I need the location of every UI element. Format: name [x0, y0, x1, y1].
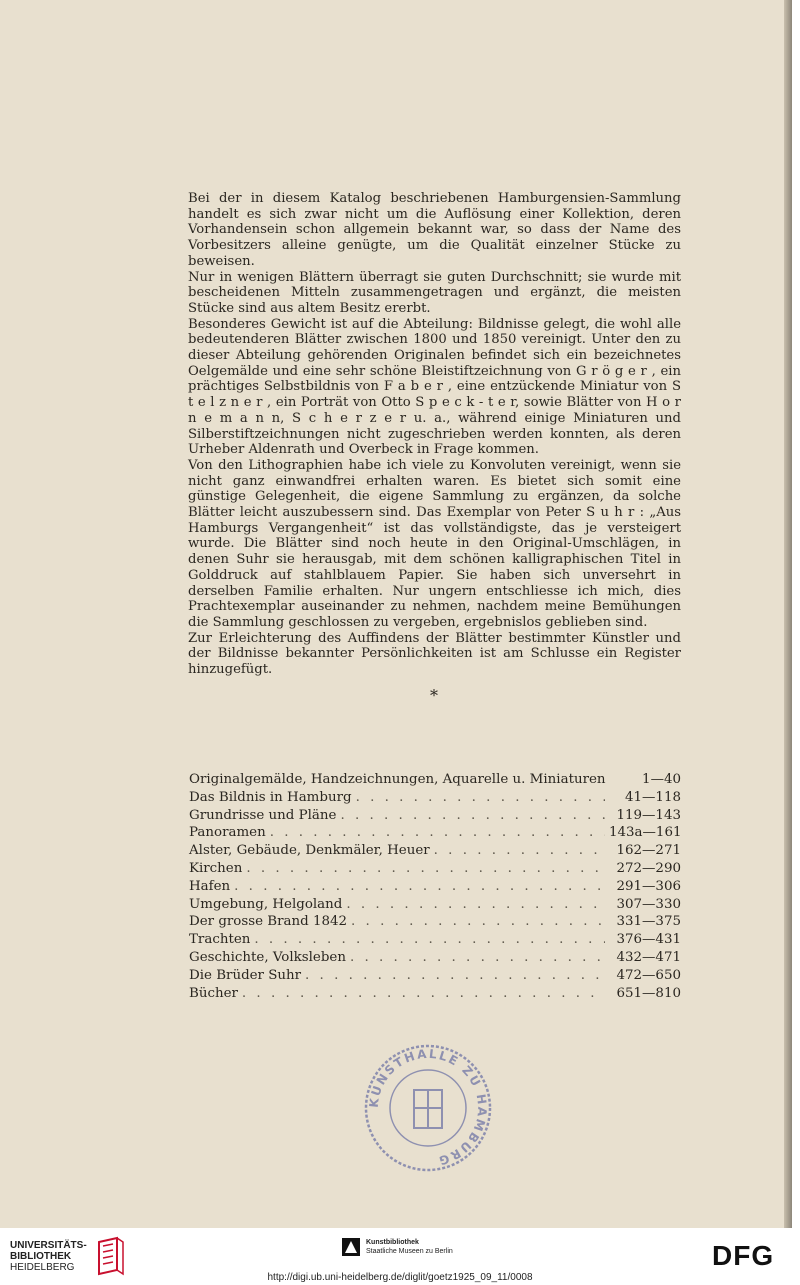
separator-star: * [430, 686, 438, 705]
toc-leader-dots [356, 790, 605, 805]
toc-entry-title: Geschichte, Volksleben [189, 949, 346, 965]
toc-entry-range: 143a—161 [609, 825, 682, 841]
intro-paragraph: Nur in wenigen Blättern überragt sie guten Durchschnitt; sie wurde mit bescheidenen Mitteln zusammengetragen und ergänzt, die meisten Stücke sind aus altem Besitz ererbt. [188, 269, 681, 316]
toc-entry-title: Grundrisse und Pläne [189, 807, 337, 823]
ub-heidelberg-logo[interactable] [10, 1236, 125, 1276]
ub-line: UNIVERSITÄTS- [10, 1239, 87, 1251]
toc-entry-range: 119—143 [616, 807, 681, 823]
toc-entry [189, 808, 681, 826]
toc-entry-title: Die Brüder Suhr [189, 967, 302, 983]
toc-entry-title: Kirchen [189, 860, 243, 876]
dfg-logo[interactable]: DFG [712, 1240, 775, 1271]
intro-paragraph: Von den Lithographien habe ich viele zu Konvoluten vereinigt, wenn sie nicht ganz einwandfrei erhalten waren. Es bietet sich somit eine günstige Gelegenheit, die eigene Sammlung zu ergänzen, da solche Blätter leicht auszubessern sind. Das Exemplar von Peter S u h r : „Aus Hamburgs Vergangenheit“ ist das vollständigste, das je versteigert wurde. Die Blätter sind noch heute in den Original-Umschlägen, in denen Suhr sie herausgab, mit dem schönen kalligraphischen Titel in Golddruck auf stahlblauem Papier. Sie haben sich unversehrt in derselben Familie erhalten. Nur ungern entschliesse ich mich, dies Prachtexemplar auseinander zu nehmen, nachdem meine Bemühungen die Sammlung geschlossen zu vergeben, ergebnislos geblieben sind. [188, 457, 681, 630]
stamp-text: KUNSTHALLE ZU HAMBURG [366, 1046, 490, 1169]
toc-entry [189, 968, 681, 986]
toc-leader-dots [346, 897, 605, 912]
toc-entry-title: Alster, Gebäude, Denkmäler, Heuer [189, 843, 430, 859]
toc-leader-dots [254, 932, 605, 947]
library-stamp [362, 1042, 494, 1174]
toc-leader-dots [305, 968, 605, 983]
toc-entry-title: Panoramen [189, 825, 266, 841]
ub-line: HEIDELBERG [10, 1261, 75, 1273]
toc-entry-range: 41—118 [625, 789, 681, 805]
toc-entry [189, 790, 681, 808]
toc-entry [189, 825, 681, 843]
toc-entry-range: 472—650 [616, 967, 681, 983]
toc-entry-title: Das Bildnis in Hamburg [189, 789, 352, 805]
toc-leader-dots [434, 843, 605, 858]
ub-line: BIBLIOTHEK [10, 1250, 72, 1262]
ub-emblem-icon [95, 1236, 125, 1276]
toc-leader-dots [350, 950, 605, 965]
toc-entry-range: 432—471 [616, 949, 681, 965]
table-of-contents [189, 772, 681, 1003]
toc-entry [189, 861, 681, 879]
toc-leader-dots [340, 808, 605, 823]
kb-line: Staatliche Museen zu Berlin [366, 1248, 453, 1255]
toc-entry [189, 879, 681, 897]
toc-entry [189, 986, 681, 1004]
toc-leader-dots [242, 986, 605, 1001]
toc-entry-range: 331—375 [616, 914, 681, 930]
toc-leader-dots [234, 879, 605, 894]
toc-entry [189, 897, 681, 915]
toc-entry [189, 932, 681, 950]
toc-entry [189, 843, 681, 861]
toc-leader-dots [351, 914, 605, 929]
toc-entry-range: 291—306 [616, 878, 681, 894]
intro-paragraph: Besonderes Gewicht ist auf die Abteilung: Bildnisse gelegt, die wohl alle bedeutenderen Blätter zwischen 1800 und 1850 vereinigt. Unter den zu dieser Abteilung gehörenden Originalen befindet sich ein bezeichnetes Oelgemälde und eine sehr schöne Bleistiftzeichnung von G r ö g e r , ein prächtiges Selbstbildnis von F a b e r , eine entzückende Miniatur von S t e l z n e r , ein Porträt von Otto S p e c k - t e r, sowie Blätter von H o r n e m a n n, S c h e r z e r u. a., während einige Miniaturen und Silberstiftzeichnungen nicht zugeschrieben werden konnten, als deren Urheber Aldenrath und Overbeck in Frage kommen. [188, 316, 681, 458]
toc-leader-dots [246, 861, 605, 876]
toc-entry-range: 307—330 [616, 896, 681, 912]
toc-entry-range: 272—290 [616, 860, 681, 876]
intro-text [188, 191, 681, 678]
toc-entry-title: Trachten [189, 932, 251, 948]
kb-line: Kunstbibliothek [366, 1239, 419, 1246]
scan-edge [784, 0, 792, 1228]
toc-entry-title: Der grosse Brand 1842 [189, 914, 348, 930]
toc-entry-range: 651—810 [616, 985, 681, 1001]
toc-entry-title: Bücher [189, 985, 238, 1001]
kunstbibliothek-logo[interactable] [342, 1238, 453, 1256]
toc-entry-range: 376—431 [616, 932, 681, 948]
toc-entry-title: Hafen [189, 878, 231, 894]
permalink-url[interactable]: http://digi.ub.uni-heidelberg.de/diglit/goetz1925_09_11/0008 [267, 1272, 533, 1283]
toc-entry [189, 914, 681, 932]
toc-entry-range: 162—271 [616, 843, 681, 859]
toc-entry-range: 1—40 [642, 772, 681, 787]
toc-leader-dots [270, 825, 605, 840]
intro-paragraph: Zur Erleichterung des Auffindens der Blätter bestimmter Künstler und der Bildnisse bekannter Persönlichkeiten ist am Schlusse ein Register hinzugefügt. [188, 630, 681, 678]
kunstbibliothek-icon [342, 1238, 360, 1256]
toc-entry-title: Originalgemälde, Handzeichnungen, Aquarelle u. Miniaturen [189, 772, 606, 787]
toc-entry-title: Umgebung, Helgoland [189, 896, 343, 912]
intro-paragraph: Bei der in diesem Katalog beschriebenen Hamburgensien-Sammlung handelt es sich zwar nicht um die Auflösung einer Kollektion, deren Vorhandensein schon allgemein bekannt war, so dass der Name des Vorbesitzers alleine genügte, um die Qualität einzelner Stücke zu beweisen. [188, 191, 681, 269]
footer-bar [0, 1228, 800, 1285]
toc-entry [189, 950, 681, 968]
toc-entry [189, 772, 681, 790]
